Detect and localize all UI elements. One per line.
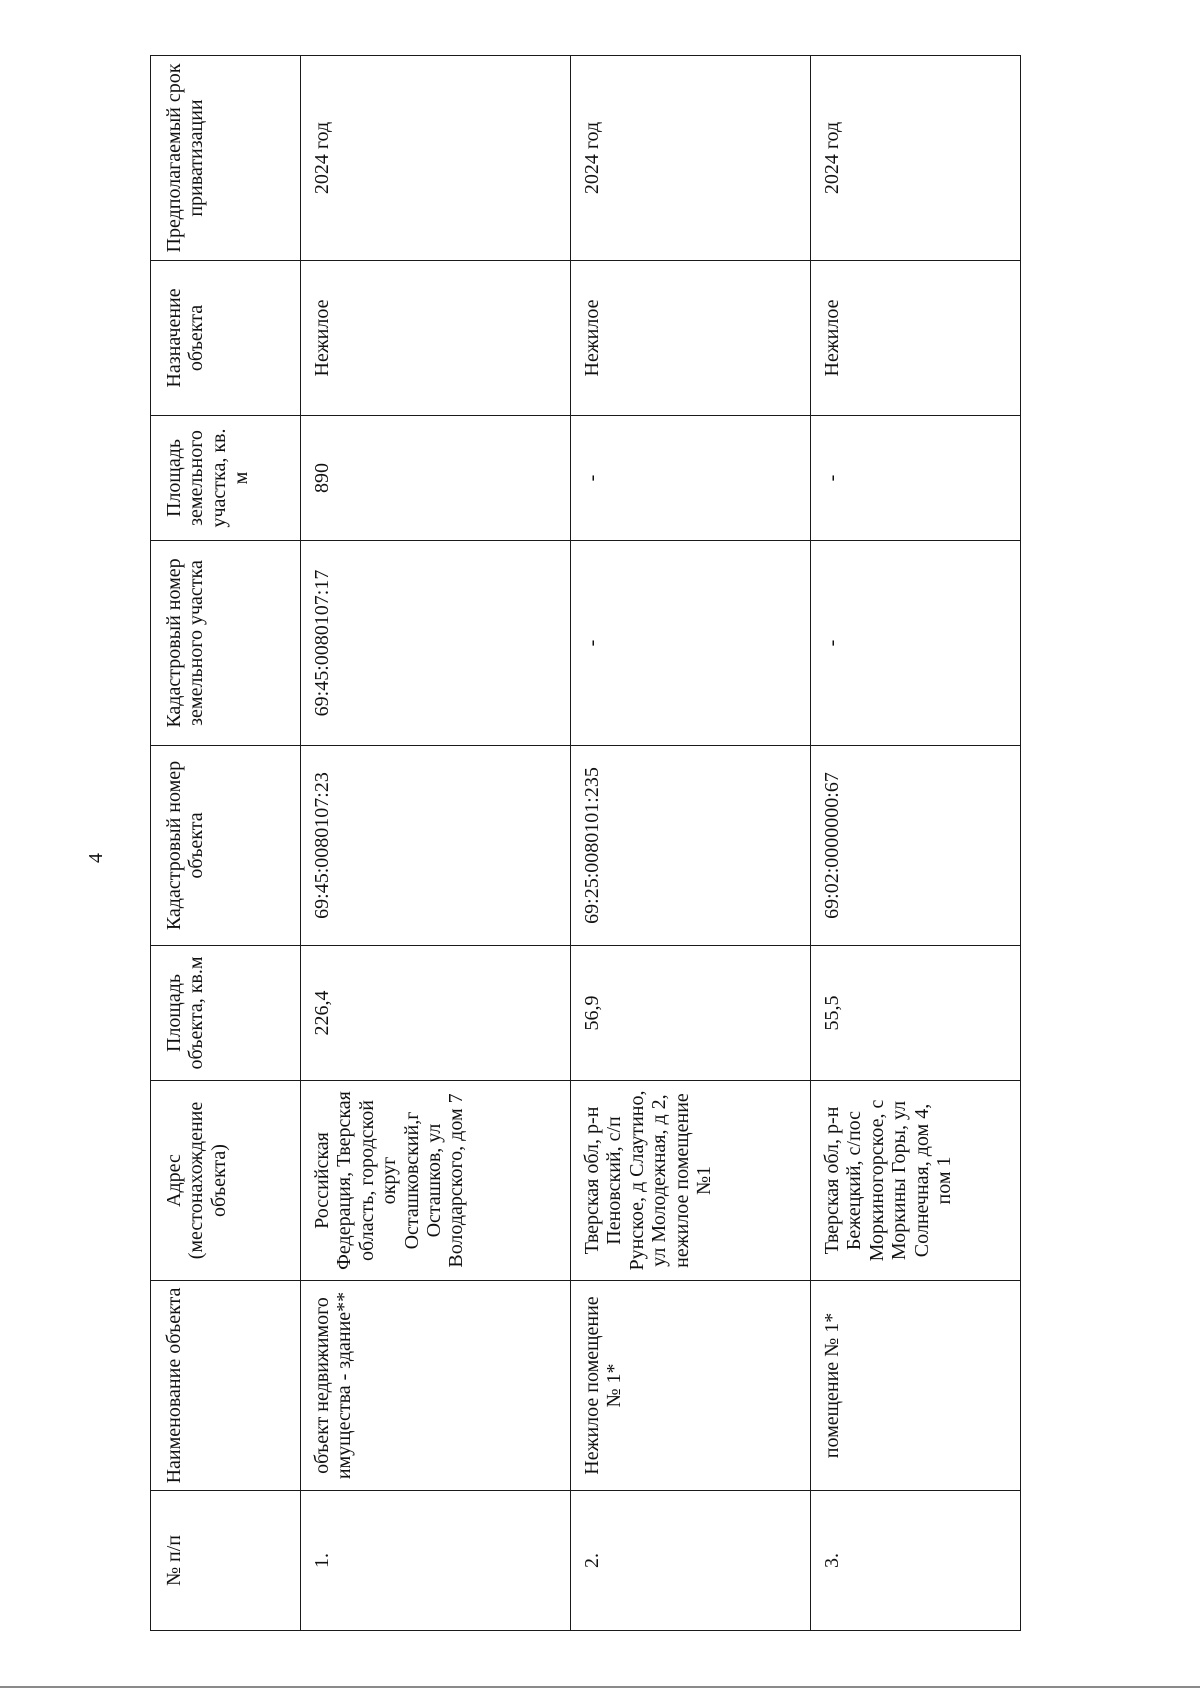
cell-number: 2. bbox=[571, 1491, 811, 1631]
cell-land-area: - bbox=[571, 416, 811, 541]
header-purpose: Назначение объекта bbox=[151, 261, 301, 416]
cell-number: 1. bbox=[301, 1491, 571, 1631]
cell-purpose: Нежилое bbox=[571, 261, 811, 416]
cell-term: 2024 год bbox=[571, 56, 811, 261]
table-row bbox=[811, 56, 1021, 1631]
header-cadastral-object: Кадастровый номер объекта bbox=[151, 746, 301, 946]
cell-purpose: Нежилое bbox=[811, 261, 1021, 416]
header-name: Наименование объекта bbox=[151, 1281, 301, 1491]
cell-address: Российская Федерация, Тверская область, городской округ Осташковский,г Осташков, ул Володарского, дом 7 bbox=[301, 1081, 571, 1281]
cell-number: 3. bbox=[811, 1491, 1021, 1631]
privatization-table bbox=[150, 55, 1021, 1631]
header-cadastral-land: Кадастровый номер земельного участка bbox=[151, 541, 301, 746]
cell-area: 55,5 bbox=[811, 946, 1021, 1081]
cell-purpose: Нежилое bbox=[301, 261, 571, 416]
cell-area: 56,9 bbox=[571, 946, 811, 1081]
cell-cadastral-land: 69:45:0080107:17 bbox=[301, 541, 571, 746]
cell-name: объект недвижимого имущества - здание** bbox=[301, 1281, 571, 1491]
cell-name: Нежилое помещение № 1* bbox=[571, 1281, 811, 1491]
header-address: Адрес (местонахождение объекта) bbox=[151, 1081, 301, 1281]
cell-cadastral-object: 69:02:0000000:67 bbox=[811, 746, 1021, 946]
table-container bbox=[150, 56, 1020, 1631]
header-term: Предполагаемый срок приватизации bbox=[151, 56, 301, 261]
table-row bbox=[571, 56, 811, 1631]
header-number: № п/п bbox=[151, 1491, 301, 1631]
cell-name: помещение № 1* bbox=[811, 1281, 1021, 1491]
cell-term: 2024 год bbox=[811, 56, 1021, 261]
cell-address: Тверская обл, р-н Пеновский, с/п Рунское, д Слаутино, ул Молодежная, д 2, нежилое помещение №1 bbox=[571, 1081, 811, 1281]
table-header-row bbox=[151, 56, 301, 1631]
cell-cadastral-object: 69:45:0080107:23 bbox=[301, 746, 571, 946]
cell-area: 226,4 bbox=[301, 946, 571, 1081]
cell-cadastral-land: - bbox=[811, 541, 1021, 746]
header-land-area: Площадь земельного участка, кв. м bbox=[151, 416, 301, 541]
scan-bottom-edge bbox=[0, 1686, 1200, 1688]
header-area: Площадь объекта, кв.м bbox=[151, 946, 301, 1081]
page-number: 4 bbox=[85, 853, 107, 863]
cell-land-area: - bbox=[811, 416, 1021, 541]
cell-cadastral-land: - bbox=[571, 541, 811, 746]
table-row bbox=[301, 56, 571, 1631]
cell-land-area: 890 bbox=[301, 416, 571, 541]
cell-term: 2024 год bbox=[301, 56, 571, 261]
rotated-table-frame bbox=[150, 56, 1020, 1631]
cell-address: Тверская обл, р-н Бежецкий, с/пос Моркиногорское, с Моркины Горы, ул Солнечная, дом 4, пом 1 bbox=[811, 1081, 1021, 1281]
cell-cadastral-object: 69:25:0080101:235 bbox=[571, 746, 811, 946]
